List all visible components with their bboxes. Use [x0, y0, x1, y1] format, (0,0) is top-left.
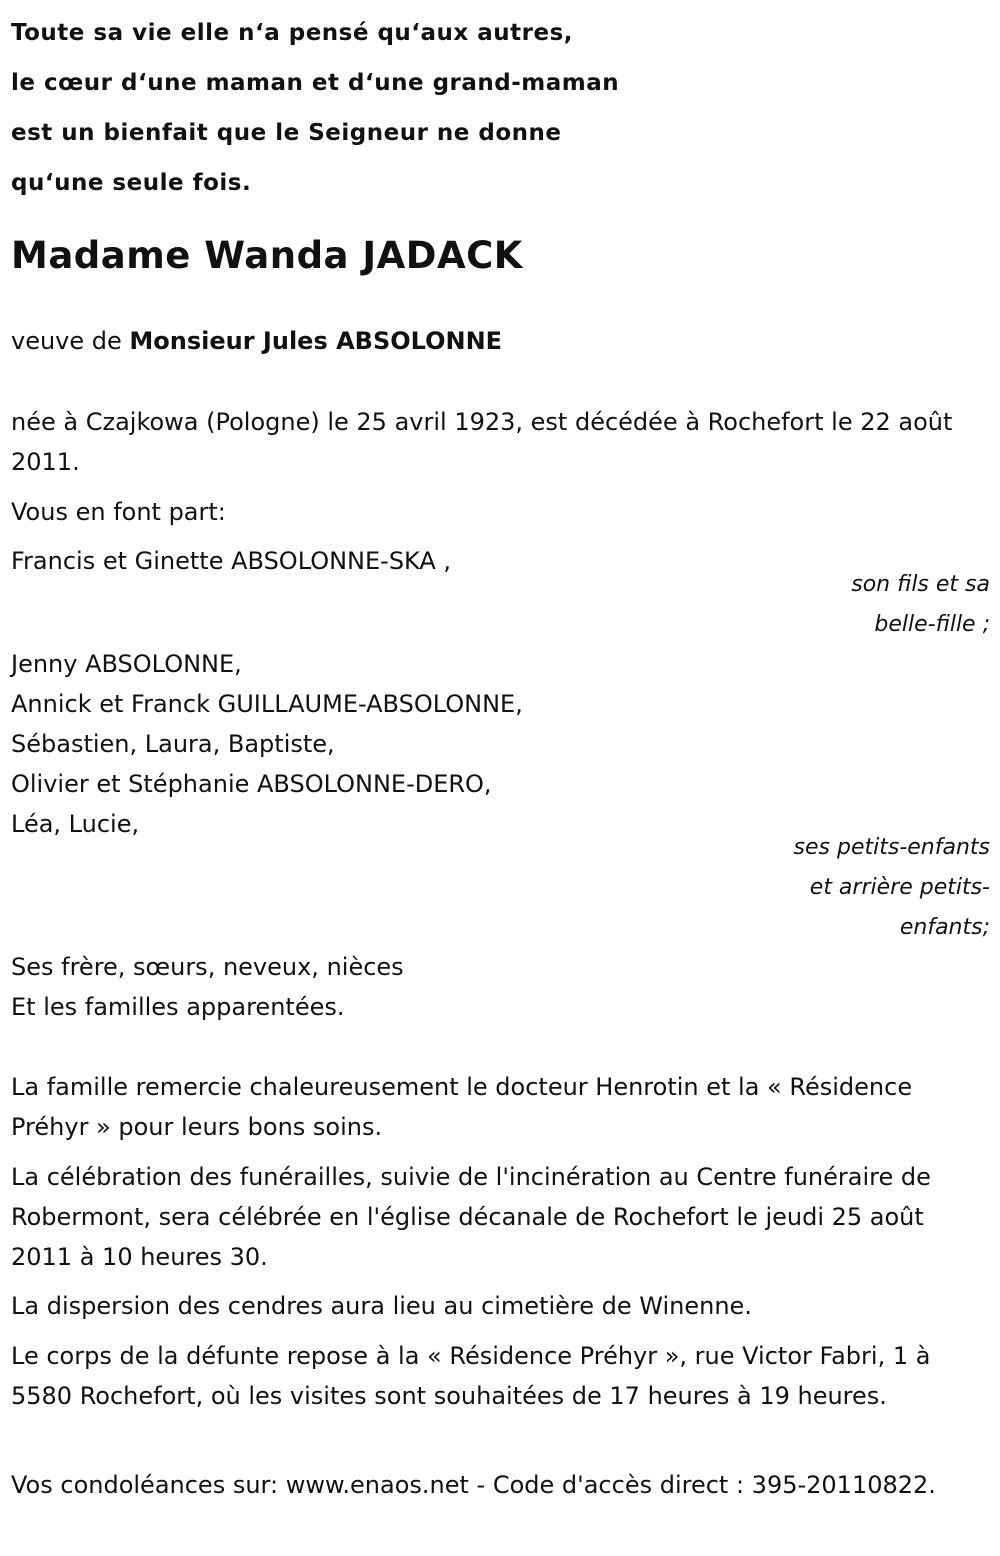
- relation-line: son fils et sa: [851, 572, 990, 597]
- epitaph-line: est un bienfait que le Seigneur ne donne: [11, 120, 562, 146]
- ceremony-paragraph: La célébration des funérailles, suivie de l'incinération au Centre funéraire de Robermont, sera célébrée en l'église décanale de Rochefort le jeudi 25 août 2011 à 10 heures 30.: [11, 1163, 931, 1271]
- epitaph-poem: [11, 8, 771, 208]
- grandchildren-relation: [794, 828, 990, 948]
- grandchild-line: Léa, Lucie,: [11, 810, 140, 838]
- epitaph-line: qu‘une seule fois.: [11, 170, 252, 196]
- relation-line: ses petits-enfants: [793, 835, 990, 860]
- grandchild-line: Jenny ABSOLONNE,: [11, 650, 242, 678]
- ashes-paragraph: La dispersion des cendres aura lieu au cimetière de Winenne.: [11, 1292, 752, 1320]
- son-relation: [851, 565, 990, 645]
- epitaph-line: Toute sa vie elle n‘a pensé qu‘aux autres,: [11, 20, 574, 46]
- son-names: Francis et Ginette ABSOLONNE-SKA ,: [11, 547, 452, 575]
- deceased-name: Madame Wanda JADACK: [11, 234, 523, 277]
- relation-line: belle-fille ;: [874, 612, 990, 637]
- widow-prefix: veuve de: [11, 327, 130, 355]
- relation-line: et arrière petits-: [809, 875, 990, 900]
- grandchild-line: Sébastien, Laura, Baptiste,: [11, 730, 335, 758]
- announcement-intro: Vous en font part:: [11, 498, 226, 526]
- families-line: Et les familles apparentées.: [11, 993, 345, 1021]
- thanks-paragraph: La famille remercie chaleureusement le docteur Henrotin et la « Résidence Préhyr » pour leurs bons soins.: [11, 1073, 913, 1141]
- grandchild-line: Annick et Franck GUILLAUME-ABSOLONNE,: [11, 690, 523, 718]
- condolences-paragraph: Vos condoléances sur: www.enaos.net - Code d'accès direct : 395-20110822.: [11, 1471, 936, 1499]
- viewing-paragraph: Le corps de la défunte repose à la « Résidence Préhyr », rue Victor Fabri, 1 à 5580 Rochefort, où les visites sont souhaitées de 17 heures à 19 heures.: [11, 1342, 931, 1410]
- late-husband-name: Monsieur Jules ABSOLONNE: [129, 327, 503, 355]
- siblings-line: Ses frère, sœurs, neveux, nièces: [11, 953, 404, 981]
- relation-line: enfants;: [899, 915, 990, 940]
- epitaph-line: le cœur d‘une maman et d‘une grand-maman: [11, 70, 620, 96]
- widow-line: [11, 321, 502, 361]
- birth-death-text: née à Czajkowa (Pologne) le 25 avril 1923, est décédée à Rochefort le 22 août 2011.: [11, 408, 953, 476]
- grandchild-line: Olivier et Stéphanie ABSOLONNE-DERO,: [11, 770, 492, 798]
